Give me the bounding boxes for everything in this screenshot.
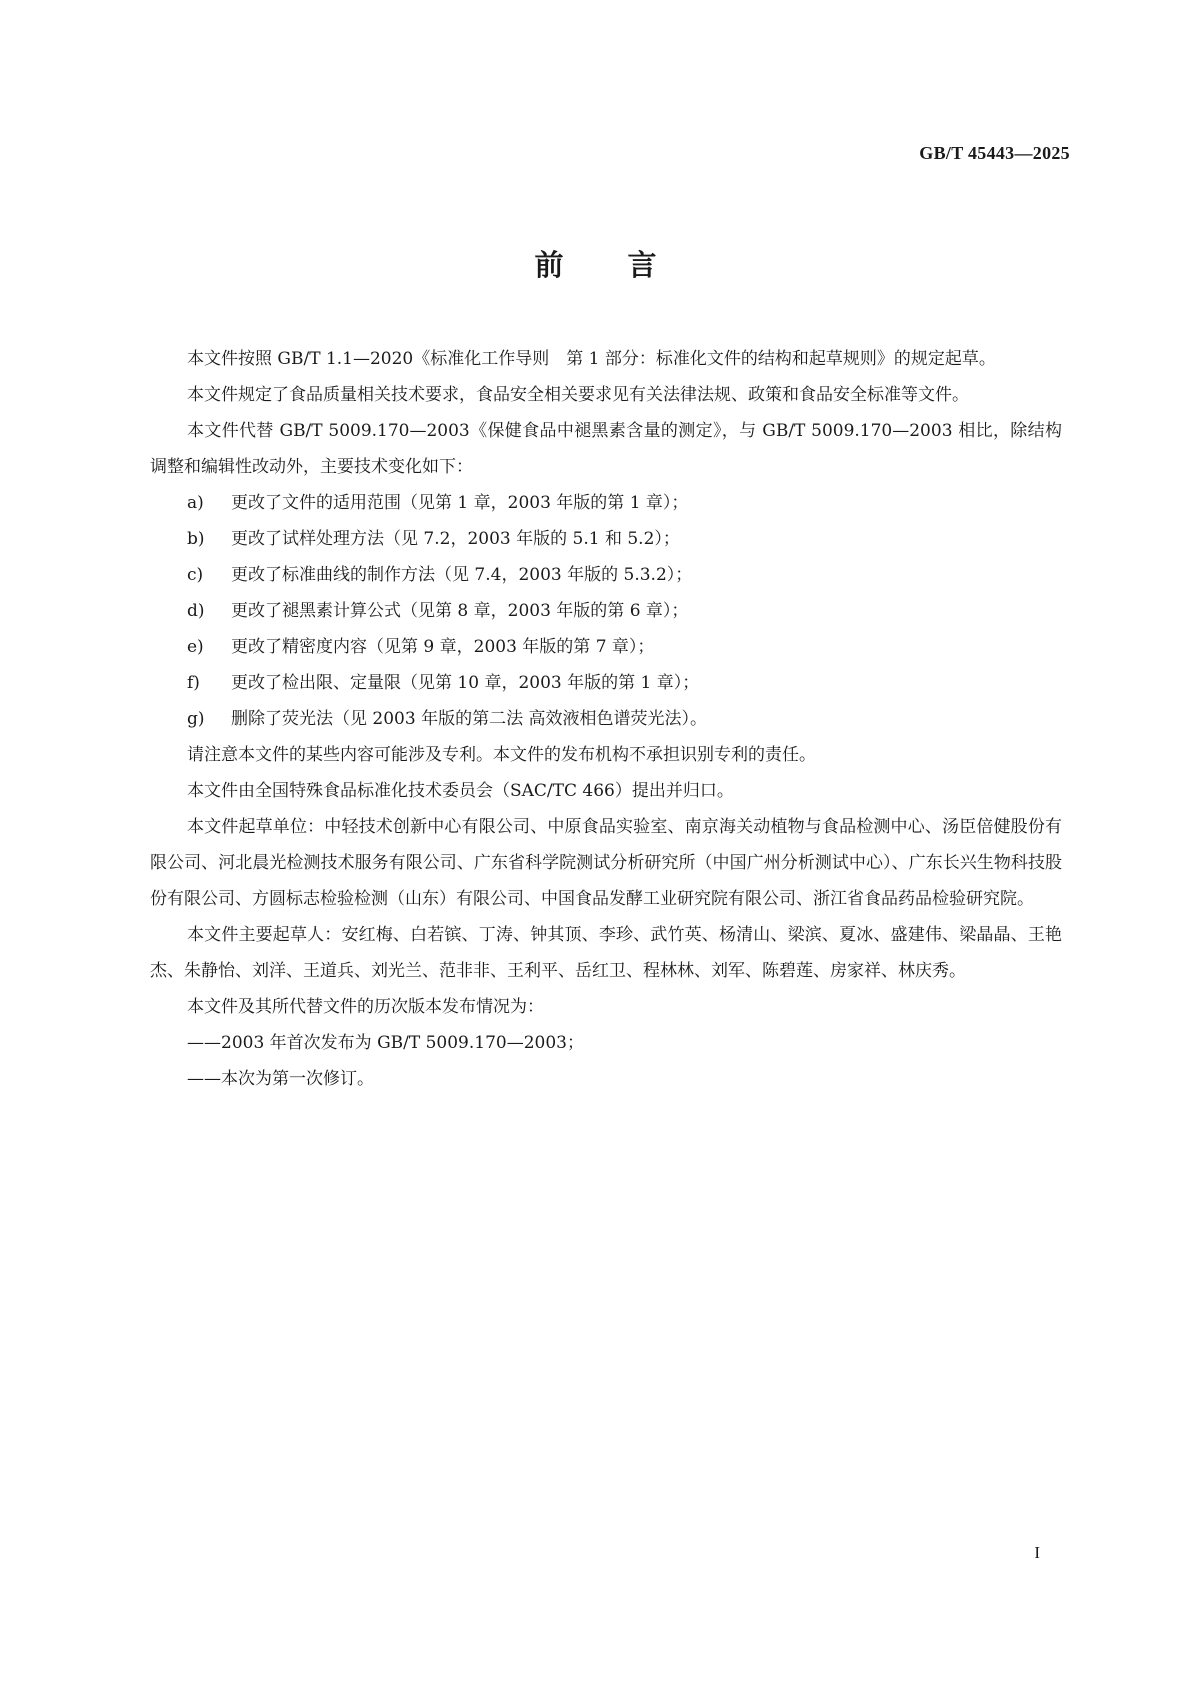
item-text: 删除了荧光法（见 2003 年版的第二法 高效液相色谱荧光法）。	[231, 709, 707, 729]
item-text: 更改了文件的适用范围（见第 1 章，2003 年版的第 1 章）；	[231, 493, 689, 513]
page-number: I	[1034, 1543, 1040, 1562]
page-title: 前言	[534, 248, 721, 282]
paragraph-drafters: 本文件主要起草人：安红梅、白若镔、丁涛、钟其顶、李珍、武竹英、杨清山、梁滨、夏冰、盛建伟、梁晶晶、王艳杰、朱静怡、刘洋、王道兵、刘光兰、范非非、王利平、岳红卫、程林林、刘军、陈碧莲、房家祥、林庆秀。	[150, 925, 1062, 981]
change-item	[150, 557, 1062, 593]
history-item: ——2003 年首次发布为 GB/T 5009.170—2003；	[187, 1033, 584, 1053]
paragraph-drafting-basis: 本文件按照 GB/T 1.1—2020《标准化工作导则 第 1 部分：标准化文件的结构和起草规则》的规定起草。	[187, 349, 996, 369]
item-text: 更改了精密度内容（见第 9 章，2003 年版的第 7 章）；	[231, 637, 655, 657]
paragraph-proposer: 本文件由全国特殊食品标准化技术委员会（SAC/TC 466）提出并归口。	[187, 781, 734, 801]
paragraph-replacement: 本文件代替 GB/T 5009.170—2003《保健食品中褪黑素含量的测定》，与 GB/T 5009.170—2003 相比，除结构调整和编辑性改动外，主要技术变化如下：	[150, 421, 1062, 477]
paragraph-patent-notice: 请注意本文件的某些内容可能涉及专利。本文件的发布机构不承担识别专利的责任。	[187, 745, 816, 765]
change-item	[150, 593, 1062, 629]
item-marker: g)	[187, 709, 205, 729]
paragraph-scope-note: 本文件规定了食品质量相关技术要求，食品安全相关要求见有关法律法规、政策和食品安全标准等文件。	[187, 385, 969, 405]
change-item	[150, 665, 1062, 701]
standard-code: GB/T 45443—2025	[919, 143, 1070, 163]
item-marker: b)	[187, 529, 205, 549]
history-item: ——本次为第一次修订。	[187, 1069, 374, 1089]
paragraph-drafting-units: 本文件起草单位：中轻技术创新中心有限公司、中原食品实验室、南京海关动植物与食品检测中心、汤臣倍健股份有限公司、河北晨光检测技术服务有限公司、广东省科学院测试分析研究所（中国广州分析测试中心）、广东长兴生物科技股份有限公司、方圆标志检验检测（山东）有限公司、中国食品发酵工业研究院有限公司、浙江省食品药品检验研究院。	[150, 817, 1062, 909]
item-marker: e)	[187, 637, 204, 657]
item-text: 更改了标准曲线的制作方法（见 7.4，2003 年版的 5.3.2）；	[231, 565, 693, 585]
item-text: 更改了褪黑素计算公式（见第 8 章，2003 年版的第 6 章）；	[231, 601, 689, 621]
change-item	[150, 485, 1062, 521]
change-item	[150, 629, 1062, 665]
item-marker: f)	[187, 673, 200, 693]
change-item	[150, 701, 1062, 737]
item-marker: a)	[187, 493, 204, 513]
paragraph-history-intro: 本文件及其所代替文件的历次版本发布情况为：	[187, 997, 544, 1017]
item-text: 更改了检出限、定量限（见第 10 章，2003 年版的第 1 章）；	[231, 673, 700, 693]
change-item	[150, 521, 1062, 557]
item-marker: c)	[187, 565, 204, 585]
foreword-body	[150, 341, 1062, 1097]
item-marker: d)	[187, 601, 205, 621]
item-text: 更改了试样处理方法（见 7.2，2003 年版的 5.1 和 5.2）；	[231, 529, 680, 549]
